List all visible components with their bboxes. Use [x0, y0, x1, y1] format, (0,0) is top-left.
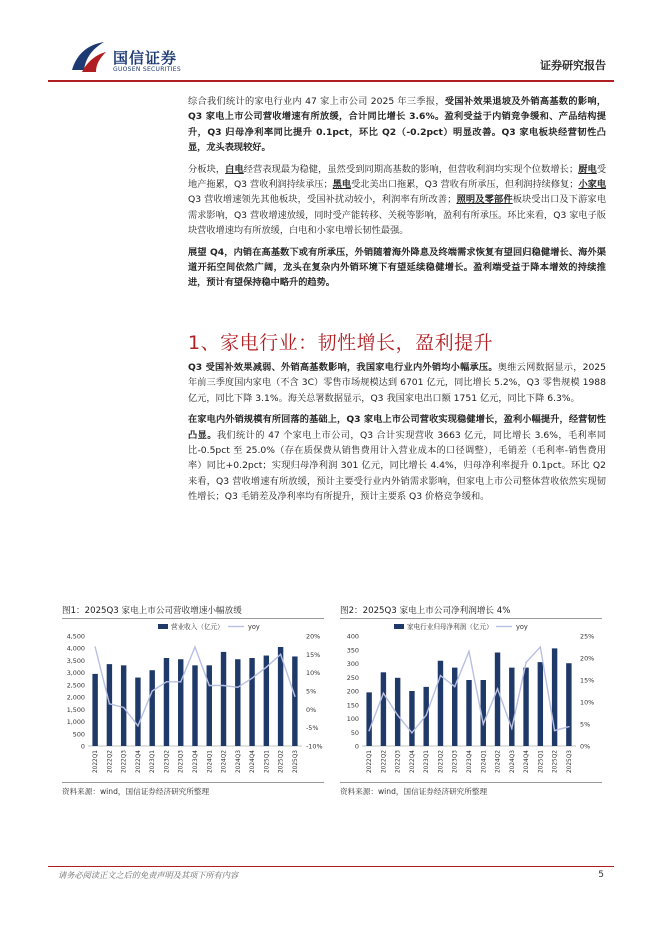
bar-2022Q2 — [107, 664, 112, 746]
x-tick-label: 2023Q4 — [193, 750, 199, 774]
x-tick-label: 2022Q4 — [409, 750, 416, 774]
y2-tick-label: 25% — [580, 632, 595, 641]
bar-2023Q3 — [452, 668, 457, 746]
y-tick-label: 0 — [354, 742, 359, 751]
y-tick-label: 2,500 — [66, 681, 85, 690]
figure-1-top-rule — [62, 618, 324, 619]
x-tick-label: 2024Q3 — [509, 750, 516, 774]
intro-p2-g: 受北美出口拖累，Q3 营收有所承压，但利润持续修复； — [351, 179, 579, 191]
yoy-point-2022Q2 — [109, 703, 111, 705]
figure-2-source: 资料来源：wind，国信证券经济研究所整理 — [340, 787, 488, 796]
bar-2022Q2 — [381, 672, 386, 746]
x-tick-label: 2022Q3 — [121, 750, 128, 774]
bar-2022Q3 — [121, 665, 126, 746]
x-tick-label: 2022Q2 — [107, 750, 114, 774]
bar-2024Q3 — [509, 668, 514, 746]
intro-p2-i: Q3 营收增速领先其他板块，受国补扰动较小，利润率有所改善； — [188, 194, 457, 206]
intro-body — [188, 94, 606, 297]
segment-black-appliance: 黑电 — [332, 179, 352, 191]
intro-paragraph-3: 展望 Q4，内销在高基数下或有所承压，外销随着海外降息及终端需求恢复有望回归稳健增长、海外渠道开拓空间依然广阔，龙头在复杂内外销环境下有望延续稳健增长。盈利端受益于降本增效的持续推进，预计有望保持稳中略升的趋势。 — [188, 246, 606, 289]
yoy-point-2022Q3 — [123, 707, 125, 709]
revenue-chart — [58, 620, 328, 780]
y-tick-label: 150 — [346, 701, 359, 710]
y-tick-label: 250 — [346, 673, 359, 682]
x-tick-label: 2025Q2 — [552, 750, 559, 774]
intro-p2-e: 受地产拖累，Q3 营收利润持续承压； — [188, 163, 607, 191]
bar-2023Q2 — [164, 658, 169, 746]
net-profit-chart — [336, 620, 606, 780]
footer-divider — [48, 866, 614, 867]
y-tick-label: 4,000 — [66, 644, 85, 653]
y2-tick-label: 5% — [306, 687, 317, 696]
y-tick-label: 300 — [346, 660, 359, 668]
y-tick-label: 400 — [346, 632, 359, 641]
legend-bar-swatch — [394, 624, 404, 629]
bar-2024Q2 — [221, 652, 226, 746]
yoy-point-2022Q3 — [397, 714, 399, 716]
yoy-point-2023Q1 — [425, 714, 427, 716]
y2-tick-label: 15% — [580, 676, 595, 685]
section-paragraph-1 — [188, 360, 606, 406]
y-tick-label: 50 — [350, 728, 359, 737]
segment-lighting-parts: 照明及零部件 — [456, 194, 513, 206]
x-tick-label: 2023Q3 — [452, 750, 459, 774]
legend-line-label: yoy — [516, 623, 528, 631]
yoy-point-2023Q3 — [180, 681, 182, 683]
section-p1-text: 奥维云网数据显示，2025 年前三季度国内家电（不含 3C）零售市场规模达到 6701 亿元，同比增长 5.2%，Q3 零售规模 1988 亿元，同比下降 3.1%。海关总署数据显示，Q3 我国家电出口额 1751 亿元，同比下降 6.3%。 — [188, 362, 606, 404]
bar-2024Q4 — [249, 658, 254, 746]
x-tick-label: 2022Q1 — [93, 750, 100, 774]
x-tick-label: 2023Q2 — [438, 750, 445, 774]
x-tick-label: 2023Q4 — [467, 750, 473, 774]
bar-2022Q1 — [366, 692, 371, 746]
section-body — [188, 360, 606, 511]
x-tick-label: 2022Q3 — [395, 750, 402, 774]
x-tick-label: 2024Q2 — [221, 750, 228, 774]
yoy-point-2023Q3 — [454, 686, 456, 688]
yoy-point-2024Q2 — [497, 688, 499, 690]
x-tick-label: 2025Q3 — [566, 750, 573, 774]
page-header — [0, 0, 662, 80]
x-tick-label: 2022Q1 — [367, 750, 374, 774]
legend-line-label: yoy — [248, 623, 260, 631]
intro-p1-text: 综合我们统计的家电行业内 47 家上市公司 2025 年三季报， — [188, 96, 445, 107]
x-tick-label: 2025Q2 — [278, 750, 285, 774]
legend-bar-label: 营业收入（亿元） — [171, 623, 224, 631]
x-tick-label: 2024Q1 — [481, 750, 488, 774]
yoy-point-2023Q2 — [166, 681, 168, 683]
x-tick-label: 2024Q2 — [495, 750, 502, 774]
y2-tick-label: 10% — [580, 698, 595, 707]
y2-tick-label: -5% — [306, 724, 319, 733]
footer-disclaimer: 请务必阅读正文之后的免责声明及其项下所有内容 — [58, 870, 239, 880]
yoy-point-2022Q1 — [94, 646, 96, 648]
legend-bar-swatch — [158, 624, 168, 629]
section-title: 1、家电行业：韧性增长，盈利提升 — [188, 332, 494, 354]
segment-white-appliance: 白电 — [225, 163, 244, 175]
yoy-point-2025Q3 — [294, 695, 296, 697]
x-tick-label: 2025Q1 — [264, 750, 271, 774]
y-tick-label: 100 — [346, 715, 359, 723]
yoy-point-2025Q1 — [266, 666, 268, 668]
bar-2023Q1 — [149, 670, 154, 746]
bar-2024Q1 — [207, 665, 212, 746]
x-tick-label: 2024Q1 — [207, 750, 214, 774]
intro-paragraph-1 — [188, 94, 606, 156]
y-tick-label: 4,500 — [66, 632, 85, 641]
bar-2023Q3 — [178, 659, 183, 746]
bar-2025Q3 — [292, 656, 297, 746]
section-p1-bold: Q3 受国补效果减弱、外销高基数影响，我国家电行业内外销均小幅承压。 — [188, 362, 498, 373]
yoy-point-2025Q2 — [280, 654, 282, 656]
legend-bar-label: 家电行业归母净利润（亿元） — [407, 623, 493, 631]
bar-2023Q4 — [466, 680, 471, 746]
y-tick-label: 2,000 — [66, 693, 85, 702]
segment-kitchen-appliance: 厨电 — [578, 163, 597, 175]
y2-tick-label: 15% — [306, 650, 321, 659]
y2-tick-label: 10% — [306, 669, 321, 678]
figure-2-top-rule — [340, 618, 602, 619]
y-tick-label: 0 — [80, 742, 85, 751]
section-paragraph-2 — [188, 412, 606, 504]
intro-p2-c: 经营表现最为稳健，虽然受到同期高基数的影响，但营收利润均实现个位数增长； — [243, 163, 579, 175]
figure-2-bottom-rule — [340, 782, 602, 783]
yoy-point-2024Q3 — [511, 728, 513, 730]
y2-tick-label: 5% — [580, 720, 591, 729]
bar-2024Q3 — [235, 659, 240, 746]
y2-tick-label: 20% — [306, 632, 321, 641]
yoy-point-2025Q2 — [554, 730, 556, 732]
section-p2-text: 我们统计的 47 个家电上市公司，Q3 合计实现营收 3663 亿元，同比增长 3.6%，毛利率同比-0.5pct 至 25.0%（存在质保费从销售费用计入营业成本的口径调整），毛销差（毛利率-销售费用率）同比+0.2pct；实现归母净利润 301 亿元，同比增长 4.4%，归母净利率提升 0.1pct。环比 Q2 来看，Q3 营收增速有所放缓，预计主要受行业内外销需求影响，但家电上市公司整体营收依然实现韧性增长；Q3 毛销差及净利率均有所提升，预计主要系 Q3 价格竞争缓和。 — [188, 429, 607, 503]
yoy-point-2025Q1 — [540, 646, 542, 648]
y2-tick-label: -10% — [306, 742, 323, 751]
bar-2023Q2 — [438, 661, 443, 746]
x-tick-label: 2022Q2 — [381, 750, 388, 774]
yoy-point-2023Q1 — [151, 690, 153, 692]
y-tick-label: 500 — [72, 730, 85, 739]
y-tick-label: 350 — [346, 646, 359, 655]
intro-p1-bold: 受国补效果退坡及外销高基数的影响，Q3 家电上市公司营收增速有所放缓，合计同比增长 3.6%。盈利受益于内销竞争缓和、产品结构提升，Q3 归母净利率同比提升 0.1pct，环比 Q2（-0.2pct）明显改善。Q3 家电板块经营韧性凸显，龙头表现较好。 — [188, 96, 606, 154]
yoy-point-2025Q3 — [568, 726, 570, 728]
yoy-point-2022Q2 — [383, 692, 385, 694]
figure-1-bottom-rule — [62, 782, 324, 783]
bar-2022Q1 — [92, 674, 97, 746]
section-p2-bold: 在家电内外销规模有所回落的基础上，Q3 家电上市公司营收实现稳健增长，盈利小幅提升，经营韧性凸显。 — [188, 414, 606, 441]
yoy-point-2023Q4 — [468, 651, 470, 653]
x-tick-label: 2022Q4 — [135, 750, 142, 774]
report-type: 证券研究报告 — [540, 59, 606, 72]
bar-2025Q1 — [538, 662, 543, 746]
bar-2024Q4 — [523, 668, 528, 746]
figure-2-caption: 图2：2025Q3 家电上市公司净利润增长 4% — [340, 606, 511, 616]
logo-cn: 国信证券 — [113, 49, 178, 67]
yoy-point-2024Q2 — [223, 685, 225, 687]
x-tick-label: 2024Q4 — [250, 750, 257, 774]
x-tick-label: 2023Q1 — [150, 750, 157, 774]
yoy-point-2024Q3 — [237, 687, 239, 689]
page-number: 5 — [598, 870, 604, 880]
bar-2023Q4 — [192, 665, 197, 746]
x-tick-label: 2024Q4 — [524, 750, 531, 774]
segment-small-appliance: 小家电 — [578, 179, 607, 191]
bar-2024Q2 — [495, 653, 500, 747]
header-divider — [48, 80, 614, 82]
yoy-point-2022Q4 — [411, 732, 413, 734]
x-tick-label: 2025Q3 — [292, 750, 299, 774]
y2-tick-label: 0% — [306, 705, 317, 714]
y-tick-label: 3,500 — [66, 656, 85, 665]
y-tick-label: 200 — [346, 687, 359, 696]
yoy-point-2023Q2 — [440, 675, 442, 677]
yoy-point-2024Q4 — [251, 677, 253, 679]
guosen-logo-icon — [68, 40, 108, 76]
yoy-point-2022Q1 — [368, 730, 370, 732]
y-tick-label: 1,000 — [66, 718, 85, 727]
x-tick-label: 2023Q2 — [164, 750, 171, 774]
bar-2025Q3 — [566, 663, 571, 746]
y2-tick-label: 20% — [580, 654, 595, 663]
intro-p2-k: 板块受出口及下游家电需求影响，Q3 营收增速放缓，同时受产能转移、关税等影响，盈利有所承压。环比来看，Q3 家电子版块营收增速均有所放缓，白电和小家电增长韧性最强。 — [188, 194, 607, 237]
figure-1-source: 资料来源：wind，国信证券经济研究所整理 — [62, 787, 210, 796]
yoy-point-2024Q1 — [482, 723, 484, 725]
bar-2022Q4 — [135, 678, 140, 746]
yoy-point-2022Q4 — [137, 725, 139, 727]
logo-en: GUOSEN SECURITIES — [113, 66, 182, 73]
x-tick-label: 2024Q3 — [235, 750, 242, 774]
y2-tick-label: 0% — [580, 742, 591, 751]
yoy-point-2023Q4 — [194, 646, 196, 648]
x-tick-label: 2023Q3 — [178, 750, 185, 774]
y-tick-label: 3,000 — [66, 669, 85, 678]
figure-1-caption: 图1：2025Q3 家电上市公司营收增速小幅放缓 — [62, 606, 242, 616]
yoy-point-2024Q4 — [525, 662, 527, 664]
bar-2022Q4 — [409, 691, 414, 746]
x-tick-label: 2023Q1 — [424, 750, 431, 774]
intro-paragraph-2 — [188, 162, 606, 239]
x-tick-label: 2025Q1 — [538, 750, 545, 774]
intro-p2-a: 分板块， — [188, 163, 226, 175]
yoy-point-2024Q1 — [208, 685, 210, 687]
y-tick-label: 1,500 — [66, 705, 85, 714]
